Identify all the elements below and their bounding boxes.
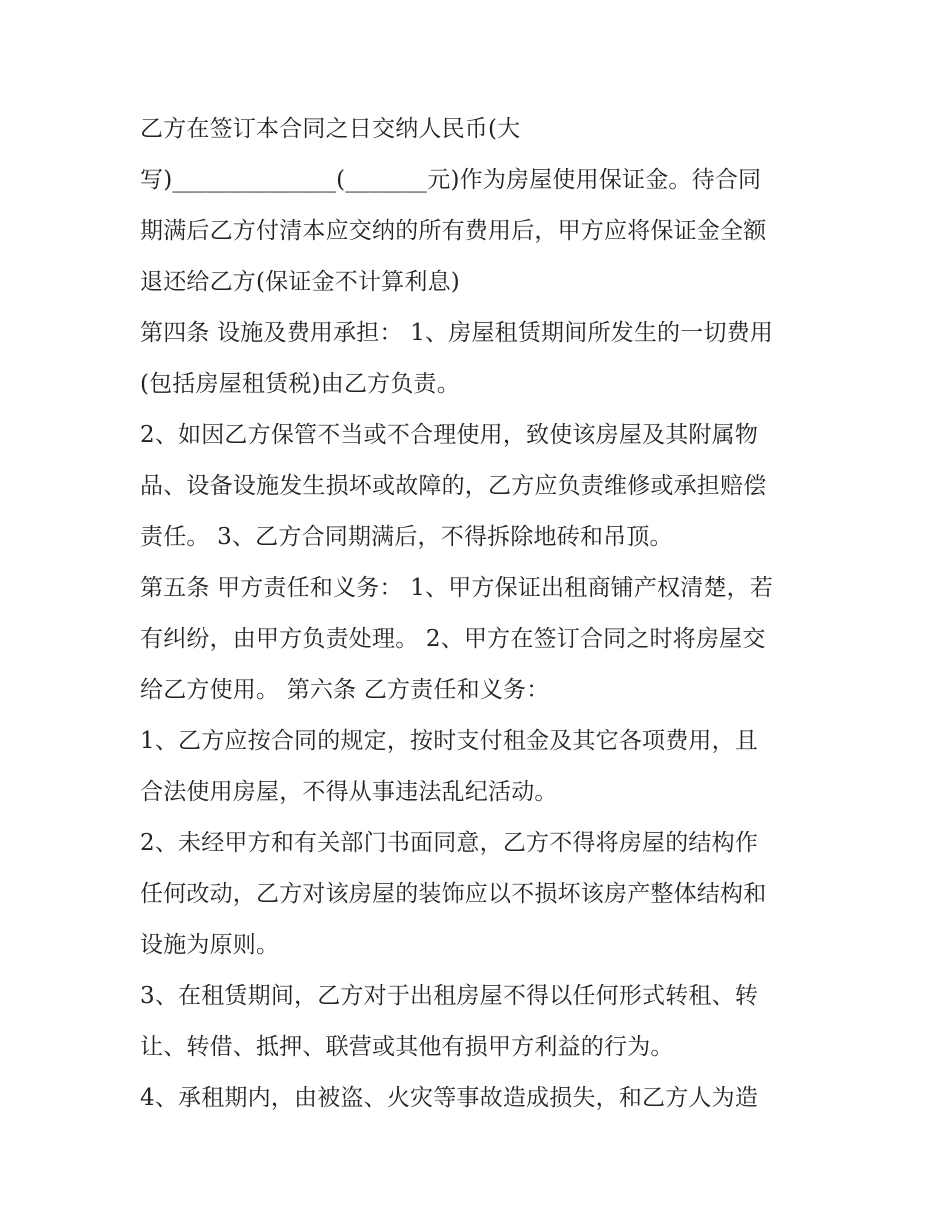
text-line: 1、乙方应按合同的规定，按时支付租金及其它各项费用，且 [140, 728, 759, 754]
text-line: 设施为原则。 [140, 932, 280, 958]
text-line: 合法使用房屋，不得从事违法乱纪活动。 [140, 779, 558, 805]
text-line: 2、未经甲方和有关部门书面同意，乙方不得将房屋的结构作 [140, 830, 759, 856]
text-line: 责任。 3、乙方合同期满后，不得拆除地砖和吊顶。 [140, 524, 673, 550]
clause-heading-line: 第四条 设施及费用承担： 1、房屋租赁期间所发生的一切费用 [140, 320, 774, 346]
text-line: 任何改动，乙方对该房屋的装饰应以不损坏该房产整体结构和 [140, 881, 767, 907]
text-line: 退还给乙方(保证金不计算利息) [140, 269, 460, 295]
text-line: 期满后乙方付清本应交纳的所有费用后，甲方应将保证金全额 [140, 218, 767, 244]
text-line: 乙方在签订本合同之日交纳人民币(大 [140, 116, 521, 142]
text-line: 3、在租赁期间，乙方对于出租房屋不得以任何形式转租、转 [140, 983, 759, 1009]
clause-heading-line: 第五条 甲方责任和义务： 1、甲方保证出租商铺产权清楚，若 [140, 575, 774, 601]
text-line: 有纠纷，由甲方负责处理。 2、甲方在签订合同之时将房屋交 [140, 626, 766, 652]
text-line: 2、如因乙方保管不当或不合理使用，致使该房屋及其附属物 [140, 422, 759, 448]
text-line: 给乙方使用。 第六条 乙方责任和义务： [140, 677, 550, 703]
text-line: 品、设备设施发生损坏或故障的，乙方应负责维修或承担赔偿 [140, 473, 767, 499]
text-line: (包括房屋租赁税)由乙方负责。 [140, 371, 460, 397]
text-line: 让、转借、抵押、联营或其他有损甲方利益的行为。 [140, 1034, 674, 1060]
document-body [140, 104, 820, 1124]
text-line: 4、承租期内，由被盗、火灾等事故造成损失，和乙方人为造 [140, 1085, 759, 1111]
text-line: 写)______________(_______元)作为房屋使用保证金。待合同 [140, 167, 762, 193]
